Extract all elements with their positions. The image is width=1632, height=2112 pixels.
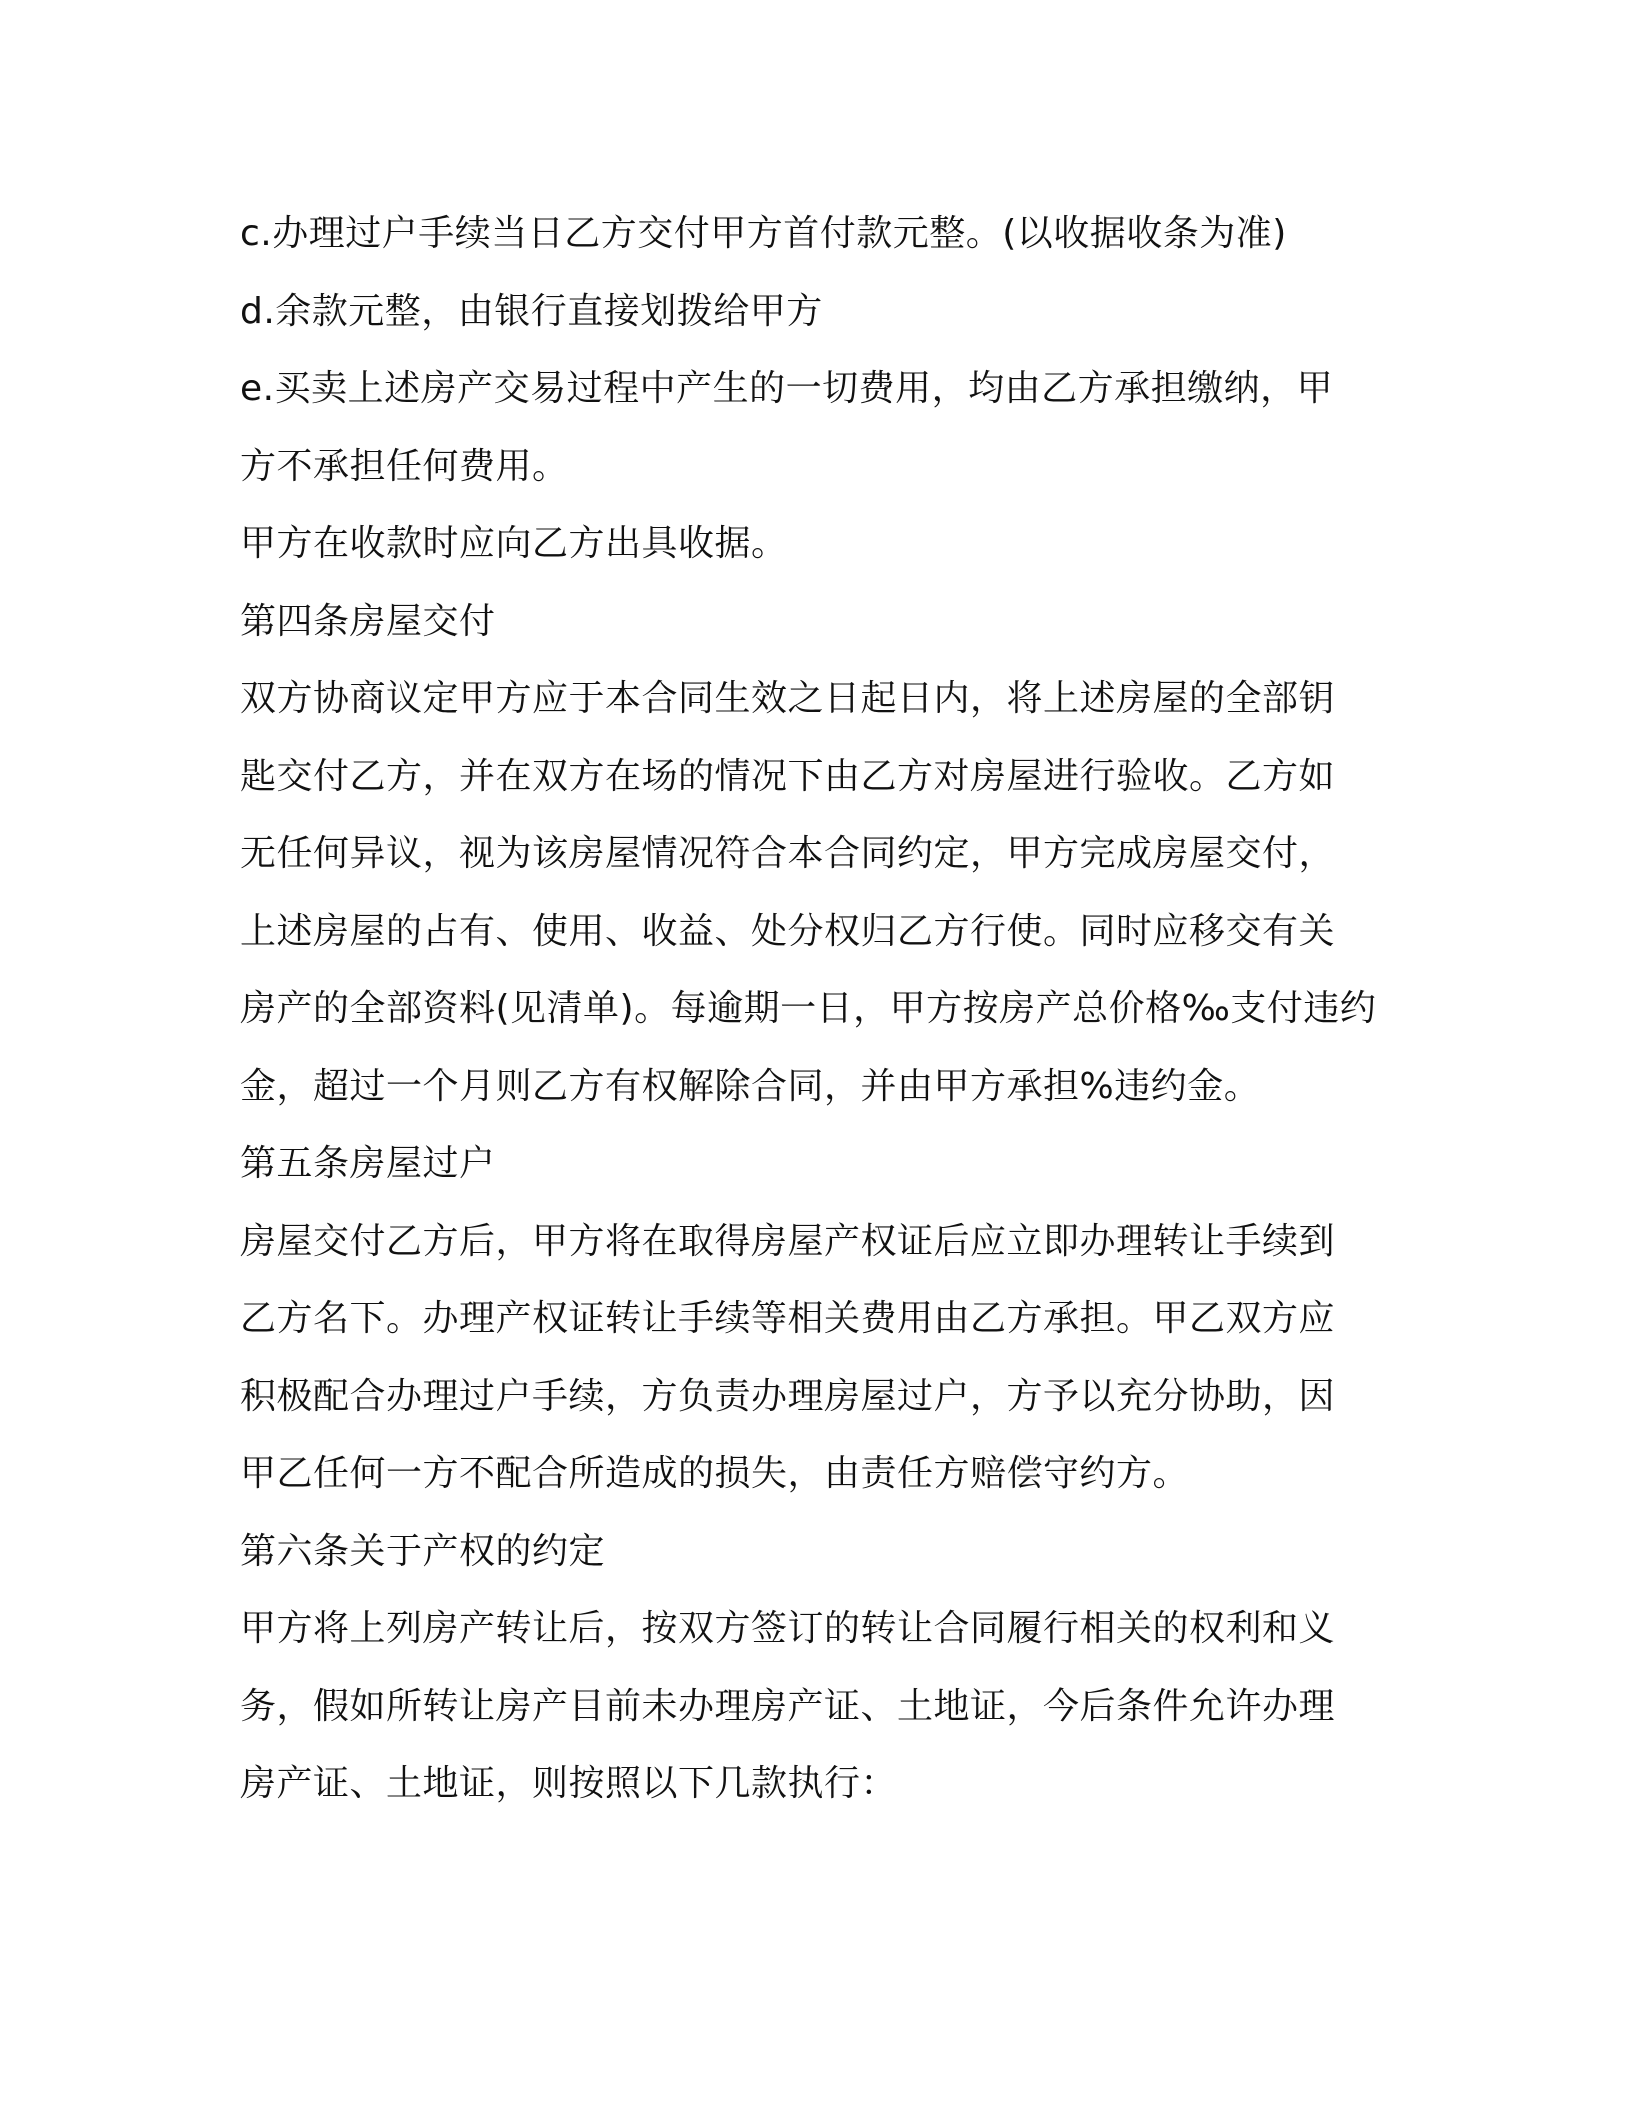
- clause-c-down-payment: c.办理过户手续当日乙方交付甲方首付款元整。(以收据收条为准): [240, 213, 1287, 254]
- article-6-text-line: 房产证、土地证，则按照以下几款执行：: [240, 1763, 898, 1804]
- article-5-heading: 第五条房屋过户: [240, 1143, 496, 1184]
- article-4-text-line: 匙交付乙方，并在双方在场的情况下由乙方对房屋进行验收。乙方如: [240, 755, 1336, 797]
- article-6-text-line: 务，假如所转让房产目前未办理房产证、土地证，今后条件允许办理: [240, 1685, 1336, 1727]
- receipt-paragraph: 甲方在收款时应向乙方出具收据。: [240, 523, 788, 564]
- article-5-text-line: 乙方名下。办理产权证转让手续等相关费用由乙方承担。甲乙双方应: [240, 1298, 1336, 1339]
- clause-e-fees: e.买卖上述房产交易过程中产生的一切费用，均由乙方承担缴纳，甲: [240, 368, 1334, 409]
- article-6-heading: 第六条关于产权的约定: [240, 1530, 606, 1572]
- article-5-text-line: 房屋交付乙方后，甲方将在取得房屋产权证后应立即办理转让手续到: [240, 1220, 1336, 1262]
- article-4-text-line: 金，超过一个月则乙方有权解除合同，并由甲方承担%违约金。: [240, 1065, 1261, 1107]
- article-4-text-line: 双方协商议定甲方应于本合同生效之日起日内，将上述房屋的全部钥: [240, 678, 1336, 719]
- clause-d-balance: d.余款元整，由银行直接划拨给甲方: [240, 290, 823, 332]
- article-4-text-line: 无任何异议，视为该房屋情况符合本合同约定，甲方完成房屋交付，: [240, 833, 1336, 874]
- article-4-text-line: 上述房屋的占有、使用、收益、处分权归乙方行使。同时应移交有关: [240, 910, 1336, 952]
- article-5-text-line: 甲乙任何一方不配合所造成的损失，由责任方赔偿守约方。: [240, 1453, 1190, 1494]
- article-5-text-line: 积极配合办理过户手续，方负责办理房屋过户，方予以充分协助，因: [240, 1375, 1336, 1417]
- document-body: [240, 195, 1400, 1823]
- article-4-text-line: 房产的全部资料(见清单)。每逾期一日，甲方按房产总价格‰支付违约: [240, 988, 1377, 1029]
- article-6-text-line: 甲方将上列房产转让后，按双方签订的转让合同履行相关的权利和义: [240, 1608, 1336, 1649]
- clause-e-fees-continued: 方不承担任何费用。: [240, 445, 569, 487]
- article-4-heading: 第四条房屋交付: [240, 600, 496, 642]
